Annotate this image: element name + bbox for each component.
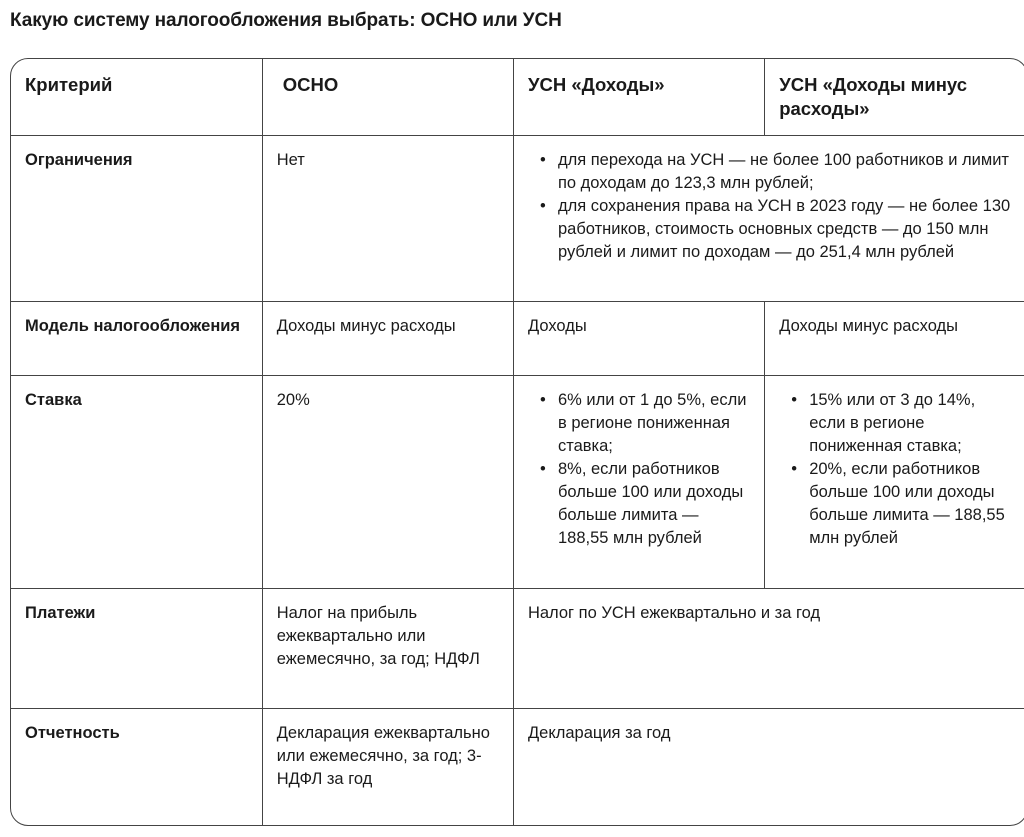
rate-osno: 20% [262, 375, 513, 588]
rate-usn-income-list [528, 389, 750, 550]
rate-usn-income-minus-list [779, 389, 1013, 550]
header-usn-income-minus-expenses: УСН «Доходы минус расходы» [765, 59, 1024, 135]
payments-osno: Налог на прибыль ежеквартально или ежемесячно, за год; НДФЛ [262, 588, 513, 708]
comparison-table [10, 58, 1024, 826]
table-row-rate [11, 375, 1024, 588]
reporting-label: Отчетность [11, 708, 262, 826]
table-row-payments [11, 588, 1024, 708]
list-item: • 20%, если работников больше 100 или доходы больше лимита — 188,55 млн рублей [809, 458, 1013, 550]
rate-usn-income [513, 375, 764, 588]
page-title: Какую систему налогообложения выбрать: ОСНО или УСН [10, 10, 562, 31]
list-item: • 15% или от 3 до 14%, если в регионе пониженная ставка; [809, 389, 1013, 458]
header-usn-income: УСН «Доходы» [513, 59, 764, 135]
payments-usn: Налог по УСН ежеквартально и за год [513, 588, 1024, 708]
model-usn-income: Доходы [513, 301, 764, 375]
list-item: • для перехода на УСН — не более 100 работников и лимит по доходам до 123,3 млн рублей; [558, 149, 1013, 195]
table-header-row [11, 59, 1024, 135]
header-criterion: Критерий [11, 59, 262, 135]
model-label: Модель налогообложения [11, 301, 262, 375]
table-row-model [11, 301, 1024, 375]
reporting-osno: Декларация ежеквартально или ежемесячно, за год; 3-НДФЛ за год [262, 708, 513, 826]
limits-usn-list [528, 149, 1013, 264]
table-row-reporting [11, 708, 1024, 826]
limits-osno: Нет [262, 135, 513, 301]
limits-usn [513, 135, 1024, 301]
list-item: • 8%, если работников больше 100 или доходы больше лимита — 188,55 млн рублей [558, 458, 750, 550]
rate-label: Ставка [11, 375, 262, 588]
model-osno: Доходы минус расходы [262, 301, 513, 375]
list-item: • для сохранения права на УСН в 2023 году — не более 130 работников, стоимость основных средств — до 150 млн рублей и лимит по доходам — до 251,4 млн рублей [558, 195, 1013, 264]
table-row-limits [11, 135, 1024, 301]
list-item: • 6% или от 1 до 5%, если в регионе пониженная ставка; [558, 389, 750, 458]
header-osno: ОСНО [262, 59, 513, 135]
model-usn-income-minus-expenses: Доходы минус расходы [765, 301, 1024, 375]
limits-label: Ограничения [11, 135, 262, 301]
reporting-usn: Декларация за год [527, 723, 671, 742]
rate-usn-income-minus-expenses [765, 375, 1024, 588]
payments-label: Платежи [11, 588, 262, 708]
tax-systems-table [11, 59, 1024, 826]
